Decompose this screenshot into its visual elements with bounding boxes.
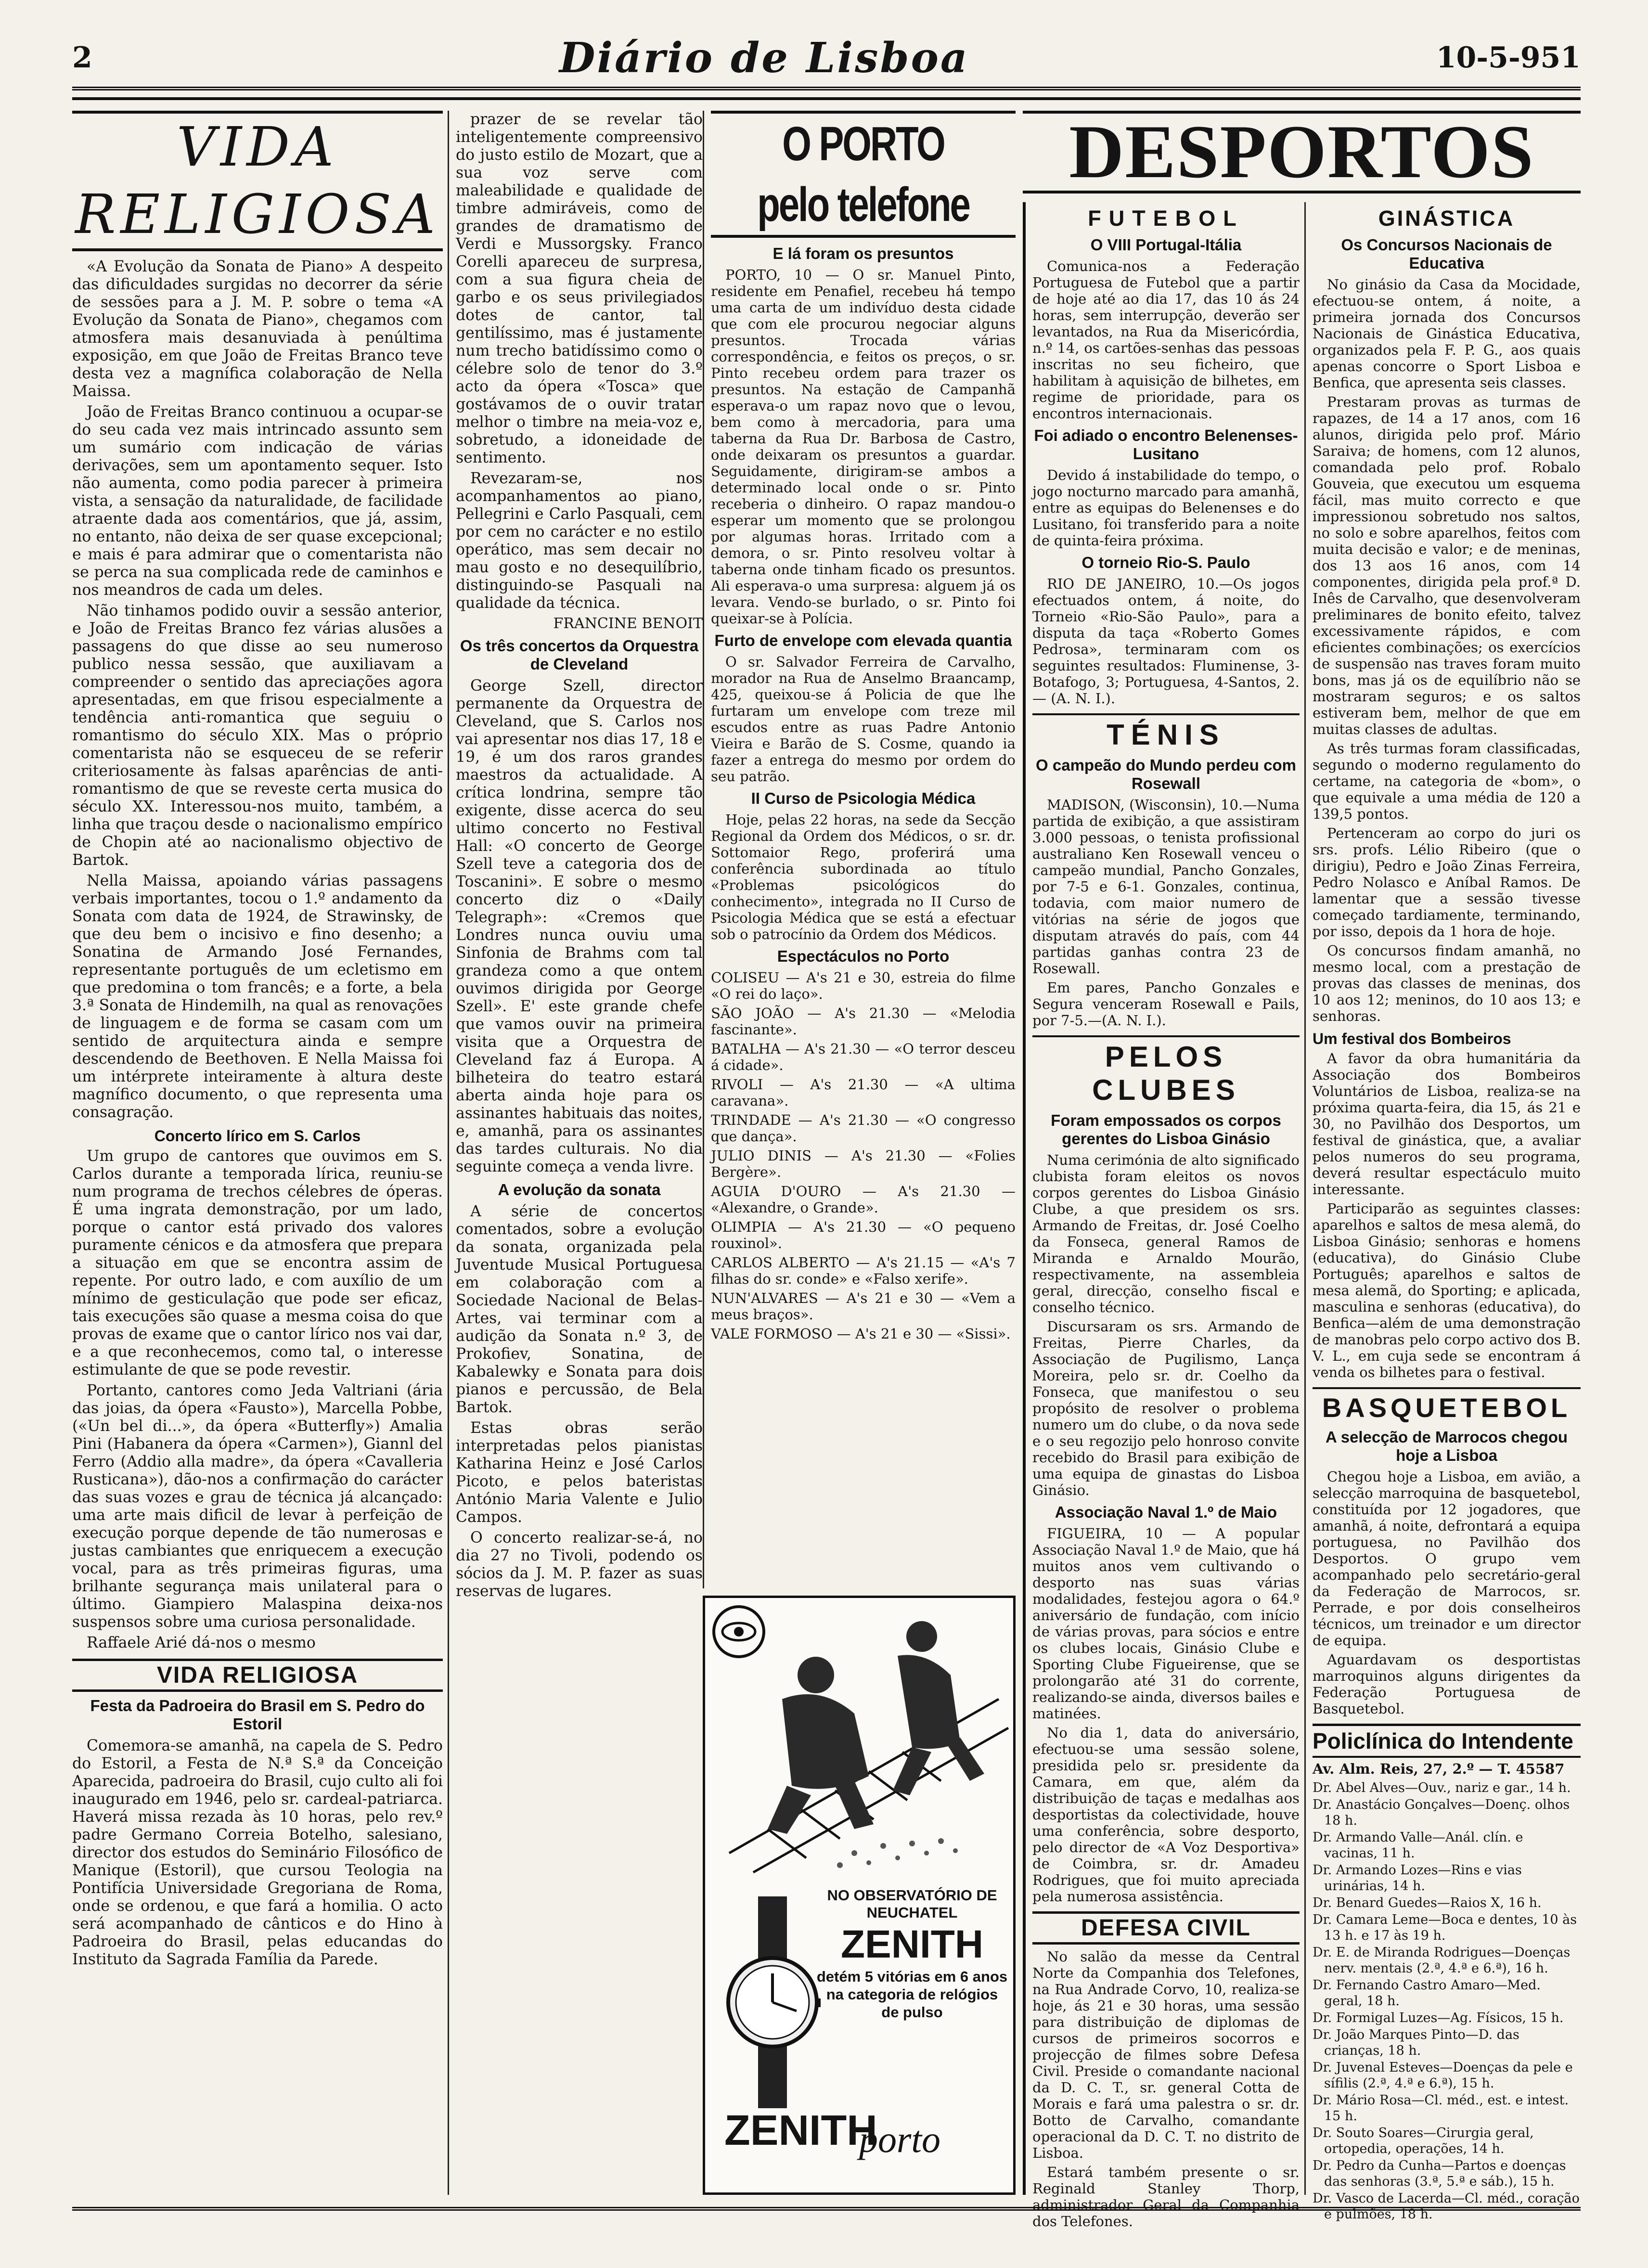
article-paragraph: O concerto realizar-se-á, no dia 27 no Tivoli, podendo os sócios da J. M. P. fazer as suas reservas de lugares. bbox=[456, 1529, 703, 1600]
article-paragraph: Aguardavam os desportistas marroquinos alguns dirigentes da Federação Portuguesa de Basquetebol. bbox=[1313, 1651, 1581, 1717]
column-music bbox=[448, 111, 703, 2195]
section-heading: O campeão do Mundo perdeu com Rosewall bbox=[1036, 756, 1296, 792]
doctor-listing: Dr. Juvenal Esteves—Doenças da pele e sífilis (2.ª, 4.ª e 6.ª), 15 h. bbox=[1313, 2060, 1573, 2091]
tenis-heading: TÉNIS bbox=[1032, 713, 1300, 751]
doctor-listing: Dr. Souto Soares—Cirurgia geral, ortopedia, operações, 14 h. bbox=[1313, 2126, 1534, 2156]
masthead bbox=[72, 29, 1581, 90]
vida-religiosa-title: VIDA RELIGIOSA bbox=[75, 116, 440, 246]
article-paragraph: O sr. Salvador Ferreira de Carvalho, morador na Rua de Anselmo Braancamp, 425, queixou-se á Policia de que lhe furtaram um envelope com treze mil escudos entre as ruas Padre Antonio Vieira e Barão de S. Cosme, quando ia fazer a entrega do mesmo por ordem do seu patrão. bbox=[711, 654, 1016, 785]
byline: FRANCINE BENOIT bbox=[553, 615, 703, 632]
doctor-listing: Dr. Camara Leme—Boca e dentes, 10 às 13 h. e 17 às 19 h. bbox=[1313, 1912, 1577, 1943]
vida-religiosa-banner bbox=[72, 111, 443, 251]
page-number: 2 bbox=[72, 41, 92, 75]
article-paragraph: Chegou hoje a Lisboa, em avião, a selecção marroquina de basquetebol, constituída por 12 jogadores, que amanhã, á noite, defrontará a equipa portuguesa, no Pavilhão dos Desportos. O grupo vem acompanhado pelo secretário-geral da Federação de Marrocos, sr. Perrade, e por dois conselheiros técnicos, um treinador e um director de equipa. bbox=[1313, 1469, 1581, 1649]
doctor-listing: Dr. Mário Rosa—Cl. méd., est. e intest. 15 h. bbox=[1313, 2093, 1569, 2124]
show-item: JULIO DINIS — A's 21.30 — «Folies Bergère». bbox=[711, 1147, 1016, 1180]
article-paragraph: João de Freitas Branco continuou a ocupar-se do seu cada vez mais intrincado assunto sem um sumário com indicação de várias derivações, sem um apontamento sequer. Isto não aumenta, como podia parecer à primeira vista, a sensação da naturalidade, de facilidade atraente dada aos comentários, que já, assim, no entanto, não deixa de ser quase excepcional; e mais é para admirar que o comentarista não se perca na sua complicada rede de caminhos e nos meandros de cada um deles. bbox=[72, 403, 443, 599]
policlinica-box bbox=[1313, 1724, 1581, 2222]
ad-footer-brand: ZENITH bbox=[724, 2106, 877, 2154]
show-item: RIVOLI — A's 21.30 — «A ultima caravana». bbox=[711, 1076, 1016, 1109]
section-heading: Espectáculos no Porto bbox=[777, 947, 950, 965]
futebol-heading: FUTEBOL bbox=[1088, 206, 1244, 231]
porto-banner bbox=[711, 111, 1016, 238]
article-paragraph: Comunica-nos a Federação Portuguesa de Futebol que a partir de hoje até ao dia 17, das 10 ás 24 horas, sem interrupção, deverão ser levantados, na Rua da Misericórdia, n.º 14, os cartões-senhas das pessoas inscritas no seu ficheiro, que habilitam à aquisição de bilhetes, em regime de prioridade, para os encontros internacionais. bbox=[1032, 258, 1300, 422]
doctor-listing: Dr. Benard Guedes—Raios X, 16 h. bbox=[1313, 1895, 1542, 1910]
section-heading: Concerto lírico em S. Carlos bbox=[154, 1127, 361, 1145]
section-heading: O torneio Rio-S. Paulo bbox=[1082, 554, 1250, 571]
article-paragraph: FIGUEIRA, 10 — A popular Associação Naval 1.º de Maio, que há muitos anos vem cultivando o desporto nas suas várias modalidades, festejou agora o 64.º aniversário de fundação, com início de várias provas, para sócios e entre os clubes locais, Ginásio Clube e Sporting Clube Figueirense, que se prolongarão até 31 do corrente, realizando-se ainda, diversos bailes e matinées. bbox=[1032, 1525, 1300, 1722]
article-paragraph: Não tinhamos podido ouvir a sessão anterior, e João de Freitas Branco fez várias alusões a passagens do que disse ao seu numeroso publico nessa sessão, que auxiliavam a compreender o sentido das apreciações agora apresentadas, em que frisou especialmente a tendência anti-romantica que seguiu o romantismo do século XIX. Mas o próprio comentarista não se esqueceu de se referir criteriosamente às falsas aparências de anti-romantismo de que se reveste certa musica do século XX. Interessou-nos muito, também, a linha que traçou desde o nacionalismo empírico de Chopin até ao nacionalismo objectivo de Bartok. bbox=[72, 602, 443, 869]
article-paragraph: MADISON, (Wisconsin), 10.—Numa partida de exibição, a que assistiram 3.000 pessoas, o tenista profissional australiano Ken Rosewall venceu o campeão mundial, Pancho Gonzales, por 7-5 e 6-1. Gonzales, continua, todavia, com maior numero de vitórias na série de jogos que disputam através do país, com 44 partidas ganhas contra 23 de Rosewall. bbox=[1032, 797, 1300, 977]
policlinica-title: Policlínica do Intendente bbox=[1313, 1724, 1581, 1758]
article-paragraph: Prestaram provas as turmas de rapazes, de 14 a 17 anos, com 16 alunos, dirigida pelo prof. Mário Saraiva; de homens, com 12 alunos, comandada pelo prof. Robalo Gouveia, que executou um esquema fácil, mas muito correcto e que impressionou sobretudo nos saltos, no solo e sobre aparelhos, feitos com muita decisão e valor; e de meninas, dos 13 aos 16 anos, com 14 componentes, dirigida pela prof.ª D. Inês de Carvalho, que desenvolveram preliminares de bonito efeito, talvez excessivamente rápidos, e com eficientes combinações; os exercícios de suspensão nas traves foram muito bons, mas já os de equilíbrio não se mostraram seguros; e os saltos estiveram bem, melhor de que em muitas classes de adultas. bbox=[1313, 394, 1581, 737]
pelos-clubes-heading: PELOS CLUBES bbox=[1032, 1035, 1300, 1107]
desportos-title: DESPORTOS bbox=[1069, 110, 1534, 194]
doctor-listing: Dr. João Marques Pinto—D. das crianças, 18 h. bbox=[1313, 2027, 1519, 2058]
railway-workers-illustration bbox=[710, 1603, 1008, 1882]
shows-listing bbox=[711, 969, 1016, 1342]
ad-footer-city: porto bbox=[859, 2118, 941, 2160]
wristwatch-illustration bbox=[724, 1896, 821, 2108]
section-heading: Foi adiado o encontro Belenenses-Lusitano bbox=[1034, 426, 1298, 463]
show-item: BATALHA — A's 21.30 — «O terror desceu á cidade». bbox=[711, 1041, 1016, 1073]
doctor-listing: Dr. Abel Alves—Ouv., nariz e gar., 14 h. bbox=[1313, 1780, 1571, 1795]
show-item: COLISEU — A's 21 e 30, estreia do filme «O rei do laço». bbox=[711, 969, 1016, 1002]
section-heading: Um festival dos Bombeiros bbox=[1313, 1030, 1511, 1047]
column-desportos bbox=[1023, 202, 1300, 2229]
column-vida-religiosa bbox=[72, 111, 443, 2195]
paper-title: Diário de Lisboa bbox=[559, 33, 969, 82]
masthead-rule bbox=[72, 93, 1581, 100]
ad-claim: detém 5 vitórias em 6 anos na categoria de relógios de pulso bbox=[816, 1968, 1008, 2021]
doctor-listing: Dr. Vasco de Lacerda—Cl. méd., coração e pulmões, 18 h. bbox=[1313, 2191, 1580, 2222]
section-heading: Furto de envelope com elevada quantia bbox=[714, 631, 1012, 649]
article-paragraph: Comemora-se amanhã, na capela de S. Pedro do Estoril, a Festa de N.ª S.ª da Conceição Aparecida, padroeira do Brasil, cujo culto ali foi inaugurado em 1946, pelo sr. cardeal-patriarca. Haverá missa rezada às 10 horas, pelo rev.º padre Germano Correia Botelho, salesiano, director dos estudos do Seminário Filosófico de Manique (Estoril), que cursou Teologia na Pontifícia Universidade Gregoriana de Roma, onde se ordenou, e que fará a homilia. O acto será acompanhado de cânticos e do Hino à Padroeira do Brasil, pelas educandas do Instituto da Sagrada Família da Parede. bbox=[72, 1737, 443, 1968]
article-paragraph: Estas obras serão interpretadas pelos pianistas Katharina Heinz e José Carlos Picoto, e pelos bateristas António Maria Valente e Julio Campos. bbox=[456, 1419, 703, 1526]
article-paragraph: prazer de se revelar tão inteligentemente compreensivo do justo estilo de Mozart, que a sua voz serve com maleabilidade e qualidade de timbre admiráveis, como de grandes de dramatismo de Verdi e Mussorgsky. Franco Corelli apareceu de surpresa, com a sua figura cheia de garbo e os seus privilegiados dotes de cantor, tal gentilíssimo, mas é justamente num trecho batidíssimo como o célebre solo de tenor do 3.º acto da ópera «Tosca» que gostávamos de o ouvir tratar melhor o timbre na meia-voz e, sobretudo, a idoneidade de sentimento. bbox=[456, 111, 703, 466]
article-paragraph: Numa cerimónia de alto significado clubista foram eleitos os novos corpos gerentes do Lisboa Ginásio Clube, a que presidem os srs. Armando de Freitas, dr. José Coelho da Fonseca, general Ramos de Miranda e Arnaldo Mourão, respectivamente, na assembleia geral, direcção, conselho fiscal e conselho técnico. bbox=[1032, 1152, 1300, 1315]
article-paragraph: A favor da obra humanitária da Associação dos Bombeiros Voluntários de Lisboa, realiza-se na próxima quarta-feira, dia 15, ás 21 e 30, no Pavilhão dos Desportos, um festival de ginástica, que, a avaliar pelos numeros do seu programa, deverá resultar espectáculo muito interessante. bbox=[1313, 1050, 1581, 1198]
section-heading: A selecção de Marrocos chegou hoje a Lisboa bbox=[1325, 1428, 1568, 1464]
doctor-listing: Dr. Anastácio Gonçalves—Doenç. olhos 18 h. bbox=[1313, 1797, 1570, 1828]
desportos-banner bbox=[1023, 111, 1581, 193]
doctor-listing: Dr. Armando Lozes—Rins e vias urinárias, 14 h. bbox=[1313, 1863, 1522, 1894]
ad-text bbox=[816, 1887, 1008, 2021]
ad-observatory-line: NO OBSERVATÓRIO DE NEUCHATEL bbox=[827, 1887, 997, 1921]
ad-brand: ZENITH bbox=[840, 1922, 984, 1966]
show-item: OLIMPIA — A's 21.30 — «O pequeno rouxinol». bbox=[711, 1219, 1016, 1251]
doctor-listing: Dr. Armando Valle—Anál. clín. e vacinas, 11 h. bbox=[1313, 1830, 1523, 1861]
article-paragraph: A série de concertos comentados, sobre a evolução da sonata, organizada pela Juventude Musical Portuguesa em colaboração com a Sociedade Nacional de Belas-Artes, vai terminar com a audição da Sonata n.º 3, de Prokofiev, Sonatina, de Kabalewky e Sonata para dois pianos e percussão, de Bela Bartok. bbox=[456, 1203, 703, 1416]
columns bbox=[72, 110, 1581, 2229]
section-heading: A evolução da sonata bbox=[498, 1181, 661, 1198]
section-heading: O VIII Portugal-Itália bbox=[1090, 236, 1242, 254]
article-paragraph: George Szell, director permanente da Orquestra de Cleveland, que S. Carlos nos vai apresentar nos dias 17, 18 e 19, é um dos raros grandes maestros da actualidade. A crítica londrina, sempre tão exigente, disse acerca do seu ultimo concerto no Festival Hall: «O concerto de George Szell teve a categoria dos de Toscanini». E sobre o mesmo concerto diz o «Daily Telegraph»: «Cremos que Londres nunca ouviu uma Sinfonia de Brahms com tal grandeza como a que ontem ouvimos dirigida por George Szell». E' este grande chefe que vamos ouvir na primeira visita que a Orquestra de Cleveland faz á Europa. A bilheteira do teatro estará aberta ainda hoje para os assinantes habituais das noites, e, amanhã, para os assinantes das tardes culturais. No dia seguinte começa a venda livre. bbox=[456, 677, 703, 1175]
article-paragraph: Pertenceram ao corpo do juri os srs. profs. Lélio Ribeiro (que o dirigiu), Pedro e João Zinas Ferreira, Pedro Nolasco e Aníbal Ramos. De lamentar que a sessão tivesse começado tardiamente, terminando, por isso, depois da 1 hora de hoje. bbox=[1313, 825, 1581, 940]
show-item: VALE FORMOSO — A's 21 e 30 — «Sissi». bbox=[711, 1326, 1011, 1342]
article-paragraph: PORTO, 10 — O sr. Manuel Pinto, residente em Penafiel, recebeu há tempo uma carta de um indivíduo desta cidade que com ele procurou negociar alguns presuntos. Trocada várias correspondência, e feitos os preços, o sr. Pinto recebeu ordem para trazer os presuntos. Na estação de Campanhã esperava-o um rapaz novo que o levou, bem como à mercadoria, para uma taberna da Rua Dr. Barbosa de Castro, onde deixaram os presuntos a guardar. Seguidamente, dirigiram-se ambos a determinado local onde o sr. Pinto receberia o dinheiro. O rapaz mandou-o esperar um momento que se prolongou por algumas horas. Irritado com a demora, o sr. Pinto resolveu voltar à taberna onde tinham ficado os presuntos. Ali esperava-o uma surpresa: alguem já os levara. Vendo-se burlado, o sr. Pinto foi queixar-se à Polícia. bbox=[711, 267, 1016, 627]
ginastica-heading: GINÁSTICA bbox=[1378, 206, 1515, 231]
article-paragraph: Devido á instabilidade do tempo, o jogo nocturno marcado para amanhã, entre as equipas do Belenenses e do Lusitano, foi transferido para a noite de quinta-feira próxima. bbox=[1032, 467, 1300, 549]
section-heading: Os Concursos Nacionais de Educativa bbox=[1341, 236, 1552, 272]
article-paragraph: Raffaele Arié dá-nos o mesmo bbox=[87, 1634, 316, 1651]
article-paragraph: Em pares, Pancho Gonzales e Segura venceram Rosewall e Pails, por 7-5.—(A. N. I.). bbox=[1032, 979, 1300, 1029]
section-heading: Foram empossados os corpos gerentes do Lisboa Ginásio bbox=[1051, 1111, 1281, 1147]
issue-date: 10-5-951 bbox=[1436, 41, 1581, 75]
article-paragraph: «A Evolução da Sonata de Piano» A despeito das dificuldades surgidas no decorrer da série de sessões para a J. M. P. sobre o tema «A Evolução da Sonata de Piano», chegamos com atmosfera mais desanuviada à penúltima exposição, em que João de Freitas Branco teve desta vez a magnífica colaboração de Nella Maissa. bbox=[72, 258, 443, 400]
article-paragraph: Participarão as seguintes classes: aparelhos e saltos de mesa alemã, do Lisboa Ginásio; senhoras e homens (educativa), do Ginásio Clube Português; aparelhos e saltos de mesa alemã, do Sporting; e aplicada, masculina e senhoras (educativa), do Benfica—além de uma demonstração de manobras pelo corpo activo dos B. V. L., em cuja sede se encontram á venda os bilhetes para o festival. bbox=[1313, 1200, 1581, 1380]
article-paragraph: Estará também presente o sr. Reginald Stanley Thorp, administrador Geral da Companhia dos Telefones. bbox=[1032, 2164, 1300, 2229]
doctor-listing: Dr. Formigal Luzes—Ag. Físicos, 15 h. bbox=[1313, 2010, 1564, 2025]
show-item: CARLOS ALBERTO — A's 21.15 — «A's 7 filhas do sr. conde» e «Falso xerife». bbox=[711, 1254, 1016, 1287]
show-item: TRINDADE — A's 21.30 — «O congresso que dança». bbox=[711, 1112, 1016, 1145]
article-paragraph: As três turmas foram classificadas, segundo o moderno regulamento do certame, na categoria de «bom», o que equivale a uma média de 120 a 139,5 pontos. bbox=[1313, 740, 1581, 822]
article-paragraph: Um grupo de cantores que ouvimos em S. Carlos durante a temporada lírica, reuniu-se num programa de trechos célebres de óperas. É uma ingrata demonstração, por um lado, porque o cantor está privado dos valores puramente cénicos e da atmosfera que prepara a situação em que se encontra assim de repente. Por outro lado, e com auxílio de um mínimo de gesticulação que pode ser eficaz, tais execuções são quase a mesma coisa do que provas de exame que o cantor lírico nos vai dar, e a que reconhecemos, como tal, o interesse estimulante de que se pode revestir. bbox=[72, 1147, 443, 1379]
article-paragraph: Os concursos findam amanhã, no mesmo local, com a prestação de provas das classes de meninas, dos 10 aos 12; meninos, do 10 aos 13; e senhoras. bbox=[1313, 942, 1581, 1024]
section-heading: E lá foram os presuntos bbox=[772, 245, 954, 262]
porto-title: O PORTO pelo telefone bbox=[757, 117, 969, 232]
vida-religiosa-box-heading: VIDA RELIGIOSA bbox=[72, 1659, 443, 1692]
column-ginastica bbox=[1304, 202, 1581, 2222]
zenith-advertisement bbox=[703, 1596, 1016, 2195]
show-item: SÃO JOÃO — A's 21.30 — «Melodia fascinante». bbox=[711, 1005, 1016, 1038]
article-paragraph: RIO DE JANEIRO, 10.—Os jogos efectuados ontem, á noite, do Torneio «Rio-São Paulo», para a disputa da taça «Roberto Gomes Pedrosa», terminaram com os seguintes resultados: Fluminense, 3-Botafogo, 3; Portuguesa, 4-Santos, 2.— (A. N. I.). bbox=[1032, 576, 1300, 707]
page-bottom-rule bbox=[72, 2207, 1581, 2211]
article-paragraph: Hoje, pelas 22 horas, na sede da Secção Regional da Ordem dos Médicos, o sr. dr. Sottomaior Rego, proferirá uma conferência subordinada ao título «Problemas psicológicos do conhecimento», integrada no II Curso de Psicologia Médica que se está a efectuar sob o patrocínio da Ordem dos Médicos. bbox=[711, 812, 1016, 942]
article-paragraph: No dia 1, data do aniversário, efectuou-se uma sessão solene, presidida pelo sr. presidente da Camara, em que, além da distribuição de taças e medalhas aos desportistas da colectividade, houve uma conferência, sobre desporto, pelo director de «A Voz Desportiva» de Coimbra, sr. dr. Amadeu Rodrigues, que foi muito apreciada pela numerosa assistência. bbox=[1032, 1725, 1300, 1905]
article-paragraph: Discursaram os srs. Armando de Freitas, Pierre Charles, da Associação de Pugilismo, Lança Moreira, pelo sr. dr. Coelho da Fonseca, que manifestou o seu propósito de resolver o problema numero um do clube, o da nova sede e o seu regozijo pelo honroso convite recebido do Brasil para exibição de uma equipa de ginastas do Lisboa Ginásio. bbox=[1032, 1318, 1300, 1498]
article-paragraph: Portanto, cantores como Jeda Valtriani (ária das joias, da ópera «Fausto»), Marcella Pobbe, («Un bel di...», da ópera «Butterfly») Amalia Pini (Habanera da ópera «Carmen»), Giannl del Ferro (Addio alla madre», da ópera «Cavalleria Rusticana»), dão-nos a confirmação do carácter das suas vozes e grau de técnica já alcançado: uma arte mais dificil de levar à perfeição de execução porque depende de tão numerosas e justas cambiantes que enriquecem a execução vocal, para as três primeiras figuras, uma brilhante segurança mais unilateral para o último. Giampiero Malaspina deixa-nos suspensos sobre uma curiosa personalidade. bbox=[72, 1382, 443, 1631]
basquetebol-heading: BASQUETEBOL bbox=[1313, 1387, 1581, 1423]
article-paragraph: Revezaram-se, nos acompanhamentos ao piano, Pellegrini e Carlo Pasquali, cem por cem no carácter e no estilo operático, mas sem decair no mau gosto e no desequilíbrio, distinguindo-se Pasquali na qualidade da técnica. bbox=[456, 470, 703, 612]
doctor-listing: Dr. Pedro da Cunha—Partos e doenças das senhoras (3.ª, 5.ª e sáb.), 15 h. bbox=[1313, 2158, 1566, 2189]
section-heading: Festa da Padroeira do Brasil em S. Pedro do Estoril bbox=[90, 1697, 425, 1733]
doctor-listing: Dr. E. de Miranda Rodrigues—Doenças nerv. mentais (2.ª, 4.ª e 6.ª), 16 h. bbox=[1313, 1945, 1571, 1976]
show-item: AGUIA D'OURO — A's 21.30 — «Alexandre, o Grande». bbox=[711, 1183, 1016, 1216]
show-item: NUN'ALVARES — A's 21 e 30 — «Vem a meus braços». bbox=[711, 1290, 1016, 1323]
section-heading: II Curso de Psicologia Médica bbox=[751, 789, 976, 807]
policlinica-address: Av. Alm. Reis, 27, 2.º — T. 45587 bbox=[1313, 1761, 1565, 1777]
section-heading: Associação Naval 1.º de Maio bbox=[1055, 1503, 1277, 1521]
article-paragraph: No ginásio da Casa da Mocidade, efectuou-se ontem, á noite, a primeira jornada dos Concursos Nacionais de Ginástica Educativa, organizados pela F. P. G., aos quais apenas concorre o Sport Lisboa e Benfica, que apresenta seis classes. bbox=[1313, 276, 1581, 391]
article-paragraph: No salão da messe da Central Norte da Companhia dos Telefones, na Rua Andrade Corvo, 10, realiza-se hoje, ás 21 e 30 horas, uma sessão para distribuição de diplomas de cursos de primeiros socorros e projecção de filmes sobre Defesa Civil. Preside o comandante nacional da D. C. T., sr. general Cotta de Morais e fará uma palestra o sr. dr. Botto de Carvalho, comandante operacional da D. C. T. no distrito de Lisboa. bbox=[1032, 1948, 1300, 2161]
column-porto bbox=[703, 111, 1016, 1588]
section-heading: Os três concertos da Orquestra de Cleveland bbox=[460, 637, 699, 673]
defesa-civil-heading: DEFESA CIVIL bbox=[1032, 1911, 1300, 1945]
article-paragraph: Nella Maissa, apoiando várias passagens verbais importantes, tocou o 1.º andamento da Sonata com data de 1924, de Strawinsky, de que deu bem o incisivo e fino desenho; a Sonatina de Armando José Fernandes, representante português de um ecletismo em que predomina o tom francês; e a forte, a bela 3.ª Sonata de Hindemilh, na qual as renovações de linguagem e de forma se casam com um sentido de arquitectura ainda e sempre descendendo de Beethoven. E Nella Maissa foi um intérprete inteiramente à altura deste magnífico documento, o que representa uma consagração. bbox=[72, 872, 443, 1121]
doctor-listing: Dr. Fernando Castro Amaro—Med. geral, 18 h. bbox=[1313, 1978, 1541, 2009]
